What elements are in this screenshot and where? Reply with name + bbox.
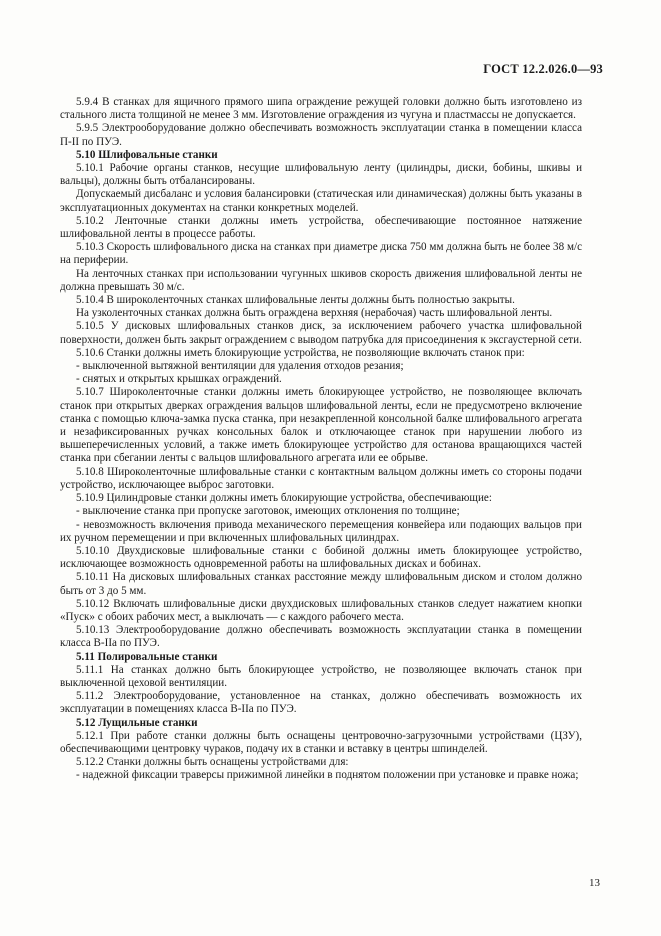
paragraph-5-10-3: 5.10.3 Скорость шлифовального диска на станках при диаметре диска 750 мм должна быть не более 38 м/с на периферии.	[60, 241, 582, 267]
paragraph-5-10-8: 5.10.8 Широколенточные шлифовальные станки с контактным вальцом должны иметь со стороны подачи устройство, исключающее выброс заготовки.	[60, 465, 582, 491]
list-item: - надежной фиксации траверсы прижимной линейки в поднятом положении при установке и правке ножа;	[76, 769, 579, 782]
paragraph-5-9-4: 5.9.4 В станках для ящичного прямого шипа ограждение режущей головки должно быть изготовлено из стального листа толщиной не менее 3 мм. Изготовление ограждения из чугуна и пластмассы не допускается.	[60, 96, 582, 122]
paragraph-5-12-2: 5.12.2 Станки должны быть оснащены устройствами для:	[76, 756, 349, 769]
paragraph-5-10-12: 5.10.12 Включать шлифовальные диски двухдисковых шлифовальных станков следует нажатием кнопки «Пуск» с обоих рабочих мест, а выключать — с каждого рабочего места.	[60, 597, 582, 623]
paragraph: На ленточных станках при использовании чугунных шкивов скорость движения шлифовальной ленты не должна превышать 30 м/с.	[60, 267, 582, 293]
paragraph-5-9-5: 5.9.5 Электрооборудование должно обеспечивать возможность эксплуатации станка в помещении класса П-II по ПУЭ.	[60, 122, 582, 148]
paragraph-5-10-1: 5.10.1 Рабочие органы станков, несущие шлифовальную ленту (цилиндры, диски, бобины, шкивы и вальцы), должны быть отбалансированы.	[60, 162, 582, 188]
list-item: - выключенной вытяжной вентиляции для удаления отходов резания;	[76, 360, 404, 373]
paragraph-5-10-4: 5.10.4 В широколенточных станках шлифовальные ленты должны быть полностью закрыты.	[76, 294, 515, 307]
paragraph-5-10-2: 5.10.2 Ленточные станки должны иметь устройства, обеспечивающие постоянное натяжение шлифовальной ленты в процессе работы.	[60, 214, 582, 241]
document-code: ГОСТ 12.2.026.0—93	[483, 62, 603, 76]
section-heading-5-12: 5.12 Лущильные станки	[76, 716, 198, 729]
paragraph: На узколенточных станках должна быть ограждена верхняя (нерабочая) часть шлифовальной ленты.	[76, 307, 553, 320]
paragraph-5-10-5: 5.10.5 У дисковых шлифовальных станков диск, за исключением рабочего участка шлифовальной поверхности, должен быть закрыт ограждением с выводом патрубка для присоединения к эксгаустерной сети.	[60, 320, 582, 346]
paragraph-5-11-1: 5.11.1 На станках должно быть блокирующее устройство, не позволяющее включать станок при выключенной цеховой вентиляции.	[60, 663, 582, 689]
page-number: 13	[589, 877, 600, 889]
paragraph-5-12-1: 5.12.1 При работе станки должны быть оснащены центровочно-загрузочными устройствами (ЦЗУ), обеспечивающими центровку чураков, подачу их в станки и вставку в центры шпинделей.	[60, 729, 582, 755]
list-item: - невозможность включения привода механического перемещения конвейера или подающих вальцов при их ручном перемещении и при включенных шлифовальных цилиндрах.	[60, 518, 582, 544]
paragraph-5-10-11: 5.10.11 На дисковых шлифовальных станках расстояние между шлифовальным диском и столом должно быть от 3 до 5 мм.	[60, 571, 582, 597]
paragraph-5-10-13: 5.10.13 Электрооборудование должно обеспечивать возможность эксплуатации станка в помещении класса В-IIа по ПУЭ.	[60, 624, 582, 650]
paragraph: Допускаемый дисбаланс и условия балансировки (статическая или динамическая) должны быть указаны в эксплуатационных документах на станки конкретных моделей.	[60, 188, 582, 214]
paragraph-5-10-10: 5.10.10 Двухдисковые шлифовальные станки с бобиной должны иметь блокирующее устройство, исключающее возможность одновременной работы на шлифовальных дисках и бобинах.	[60, 544, 582, 571]
section-heading-5-11: 5.11 Полировальные станки	[76, 650, 218, 663]
paragraph-5-10-6: 5.10.6 Станки должны иметь блокирующие устройства, не позволяющие включать станок при:	[76, 346, 525, 359]
paragraph-5-11-2: 5.11.2 Электрооборудование, установленное на станках, должно обеспечивать возможность их эксплуатации в помещениях класса В-IIа по ПУЭ.	[60, 690, 582, 716]
section-heading-5-10: 5.10 Шлифовальные станки	[76, 148, 218, 161]
document-body	[60, 96, 582, 783]
paragraph-5-10-7: 5.10.7 Широколенточные станки должны иметь блокирующее устройство, не позволяющее включать станок при открытых дверках ограждения вальцов шлифовальной ленты, если не предусмотрено включение станка с помощью ключа-замка пуска станка, при незакрепленной консольной балке шлифовального агрегата и незафиксированных ручках консольных балок и отключающее станок при нарушении любого из вышеперечисленных условий, а также иметь блокирующее устройство для останова вращающихся частей станка при сбегании ленты с вальцов шлифовального агрегата или ее обрыве.	[60, 386, 582, 465]
list-item: - снятых и открытых крышках ограждений.	[76, 373, 282, 386]
paragraph-5-10-9: 5.10.9 Цилиндровые станки должны иметь блокирующие устройства, обеспечивающие:	[76, 492, 492, 505]
list-item: - выключение станка при пропуске заготовок, имеющих отклонения по толщине;	[76, 505, 460, 518]
